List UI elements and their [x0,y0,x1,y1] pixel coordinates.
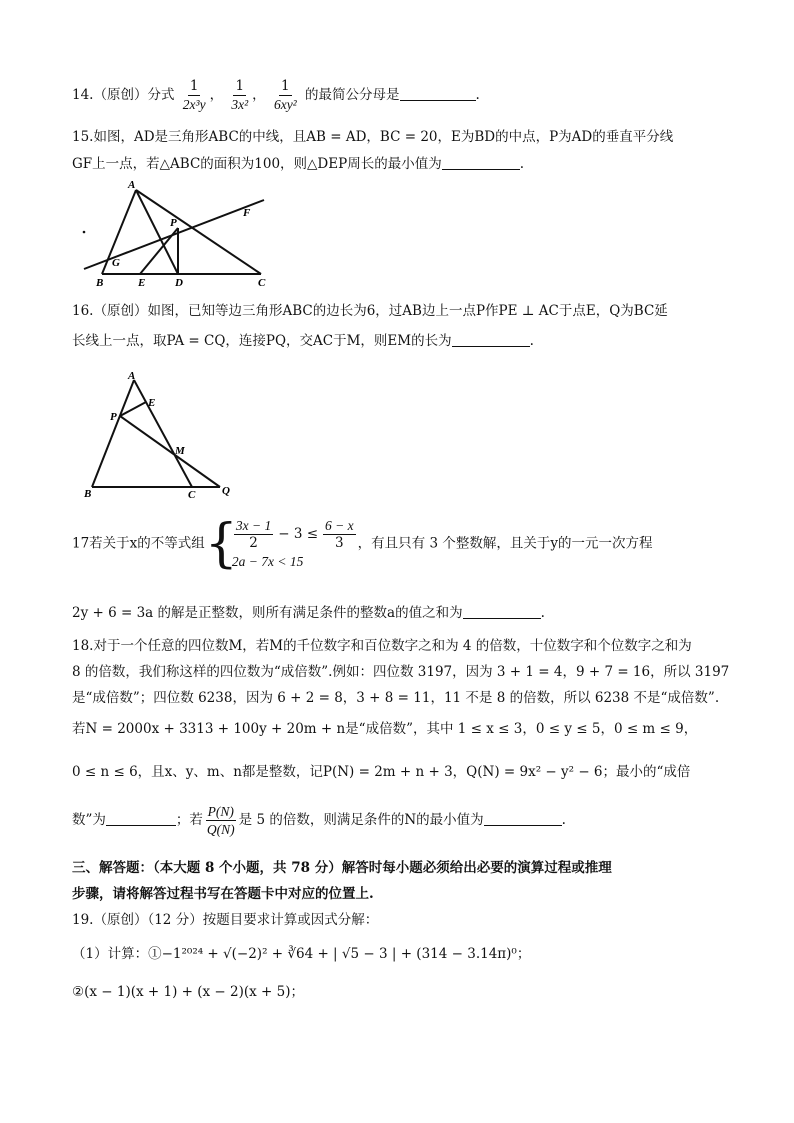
q17-line2: 2y + 6 = 3a 的解是正整数，则所有满足条件的整数a的值之和为 . [72,605,545,621]
q18-line6: 数”为 ；若 $\frac{P(N)}{Q(N)}$ 是 5 的倍数，则满足条件的N的最小值为 . [72,804,566,837]
q19-part2: ②(x − 1)(x + 1) + (x − 2)(x + 5)； [72,984,305,1000]
q14-fraction-3: $\frac{1}{\text{6xy²}}$ [273,78,297,112]
section-3-line2: 步骤，请将解答过程书写在答题卡中对应的位置上. [72,886,374,902]
q17-suffix: ，有且只有 3 个整数解，且关于y的一元一次方程 [357,535,653,552]
q15-stray-dot [83,231,86,234]
q15-line2: GF上一点，若△ABC的面积为100，则△DEP周长的最小值为 . [72,156,524,172]
q16-answer-blank[interactable] [452,332,530,347]
q15-answer-blank[interactable] [442,155,520,170]
q14-fraction-1: $\frac{1}{\text{2x³y}}$ [182,78,206,112]
q14-fraction-2: $\frac{1}{\text{3x²}}$ [231,78,249,112]
q15-label-E: E [138,277,146,288]
q18-answer-blank-2[interactable] [484,811,562,826]
q15-label-C: C [258,277,266,288]
q16-label-C: C [188,489,196,501]
q17-brace: { [204,514,238,574]
q19-title: 19.（原创）（12 分）按题目要求计算或因式分解： [72,912,379,928]
q18-answer-blank-1[interactable] [106,811,176,826]
q16-line2: 长线上一点，取PA = CQ，连接PQ，交AC于M，则EM的长为 . [72,333,534,349]
q16-label-A: A [128,370,136,382]
q18-line3: 是“成倍数”；四位数 6238，因为 6 + 2 = 8，3 + 8 = 11，11 不是 8 的倍数，所以 6238 不是“成倍数”. [72,690,720,706]
q17-inequality-system: $\frac{3x - 1}{2}$ − 3 ≤ $\frac{6 - x}{3}$ 2a − 7x < 15 [231,517,354,569]
q16-label-B: B [84,488,92,500]
q18-fraction: $\frac{P(N)}{Q(N)}$ [206,804,235,837]
q16-label-E: E [148,397,156,409]
q14-answer-blank[interactable] [400,86,476,101]
q15-triangle-figure [78,176,278,288]
q16-line1: 16.（原创）如图，已知等边三角形ABC的边长为6，过AB边上一点P作PE ⊥ AC于点E，Q为BC延 [72,303,668,319]
q15-label-P: P [170,217,177,229]
q16-label-M: M [175,445,185,457]
q17-prefix: 17若关于x的不等式组 [72,535,205,552]
question-14: 14.（原创）分式 $\frac{1}{\text{2x³y}}$ ， $\frac{1}{\text{3x²}}$ ， $\frac{1}{\text{6xy²}}$ 的最简公分母是 . [72,78,480,112]
q18-line4: 若N = 2000x + 3313 + 100y + 20m + n是“成倍数”，其中 1 ≤ x ≤ 3，0 ≤ y ≤ 5，0 ≤ m ≤ 9， [72,721,698,737]
q15-label-B: B [96,277,104,288]
q15-label-A: A [128,179,136,191]
q16-label-Q: Q [222,485,230,497]
q18-line5: 0 ≤ n ≤ 6，且x、y、m、n都是整数，记P(N) = 2m + n + 3，Q(N) = 9x² − y² − 6；最小的“成倍 [72,764,691,780]
q14-suffix: 的最简公分母是 [305,87,400,103]
q15-label-G: G [112,257,120,269]
q15-label-D: D [175,277,183,288]
question-17 [72,516,652,572]
q16-label-P: P [110,411,117,423]
q18-line1: 18.对于一个任意的四位数M，若M的千位数字和百位数字之和为 4 的倍数，十位数字和个位数字之和为 [72,638,692,654]
q16-triangle-figure [78,370,238,502]
q19-part1: （1）计算：①−1²⁰²⁴ + √(−2)² + ∛64 + | √5 − 3 | + (314 − 3.14π)⁰； [72,946,531,962]
q15-line1: 15.如图，AD是三角形ABC的中线，且AB = AD，BC = 20，E为BD的中点，P为AD的垂直平分线 [72,129,674,145]
q14-prefix: 14.（原创）分式 [72,87,175,103]
q18-line2: 8 的倍数，我们称这样的四位数为“成倍数”.例如：四位数 3197，因为 3 + 1 = 4，9 + 7 = 16，所以 3197 [72,664,730,680]
q17-answer-blank[interactable] [463,604,541,619]
section-3-line1: 三、解答题：（本大题 8 个小题，共 78 分）解答时每小题必须给出必要的演算过程或推理 [72,860,612,876]
q15-label-F: F [243,207,251,219]
